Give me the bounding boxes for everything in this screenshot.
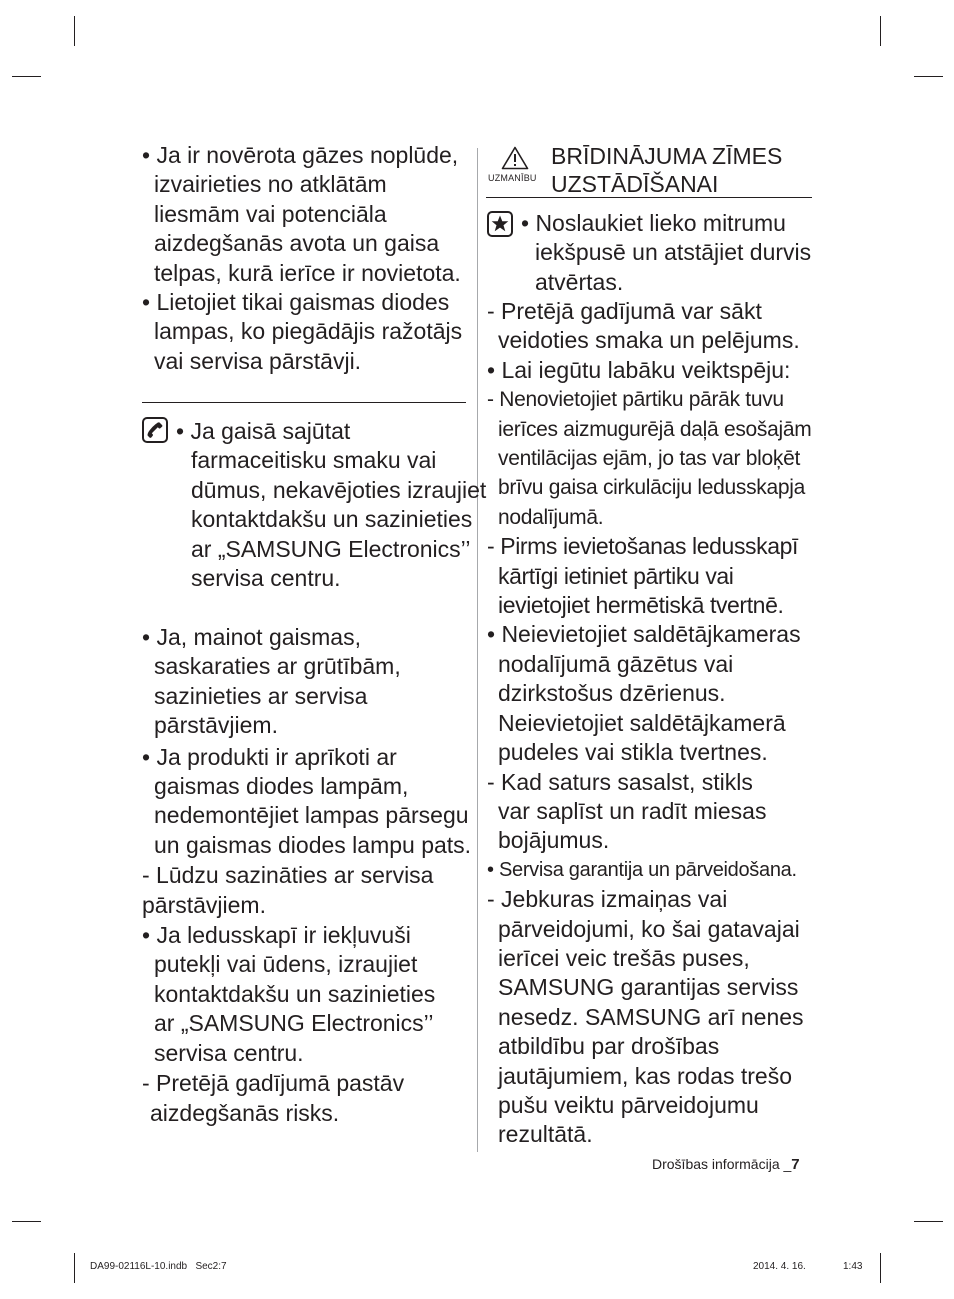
list-item: • Neievietojiet saldētājkameras nodalījumā gāzētus vai dzirkstošus dzērienus. Neievietojiet saldētājkamerā pudeles vai stikla tvertnes. xyxy=(487,621,801,766)
left-list xyxy=(142,623,472,1128)
section-divider xyxy=(142,402,466,403)
contact-item xyxy=(176,417,487,593)
list-item: • Servisa garantija un pārveidošana. xyxy=(487,858,797,881)
list-item: • Ja, mainot gaismas, saskaraties ar grūtībām, sazinieties ar servisa pārstāvjiem. xyxy=(142,624,401,739)
slug-file: DA99-02116L-10.indb Sec2:7 xyxy=(90,1261,227,1272)
crop-mark xyxy=(914,1221,943,1222)
phone-icon xyxy=(142,417,168,448)
crop-mark xyxy=(880,16,881,46)
list-item: • Lai iegūtu labāku veiktspēju: xyxy=(487,356,791,383)
heading-line-1: BRĪDINĀJUMA ZĪMES xyxy=(551,143,783,169)
crop-mark xyxy=(914,76,943,77)
list-item: • Ja ledusskapī ir iekļuvuši putekļi vai ūdens, izraujiet kontaktdakšu un sazinieties ar „SAMSUNG Electronics’’ servisa centru. xyxy=(142,922,436,1066)
page-number: 7 xyxy=(791,1156,800,1173)
list-item: - Lūdzu sazināties ar servisa pārstāvjiem. xyxy=(142,862,434,918)
star-item xyxy=(521,209,827,297)
crop-mark xyxy=(12,1221,41,1222)
list-item: - Nenovietojiet pārtiku pārāk tuvu ierīces aizmugurējā daļā esošajām ventilācijas ejām, jo tas var bloķēt brīvu gaisa cirkulāciju ledusskapja nodalījumā. xyxy=(487,388,812,529)
slug-time: 1:43 xyxy=(843,1261,863,1272)
column-separator xyxy=(477,148,478,1152)
list-item: - Pretējā gadījumā var sākt veidoties smaka un pelējums. xyxy=(487,298,800,354)
list-item: • Lietojiet tikai gaismas diodes lampas, ko piegādājis ražotājs vai servisa pārstāvji. xyxy=(142,289,463,374)
list-item: • Ja produkti ir aprīkoti ar gaismas diodes lampām, nedemontējiet lampas pārsegu un gaismas diodes lampu pats. xyxy=(142,743,472,858)
page-footer xyxy=(652,1156,800,1173)
right-list xyxy=(487,297,815,1150)
star-icon xyxy=(487,211,513,242)
slug-date: 2014. 4. 16. xyxy=(753,1261,806,1272)
list-item: - Jebkuras izmaiņas vai pārveidojumi, ko šai gatavajai ierīcei veic trešās puses, SAMSUNG garantijas serviss nesedz. SAMSUNG arī nenes atbildību par drošības jautājumiem, kas rodas trešo pušu veiktu pārveidojumu rezultātā. xyxy=(487,886,804,1148)
section-heading xyxy=(551,142,782,198)
crop-mark xyxy=(880,1253,881,1283)
list-item: - Kad saturs sasalst, stikls var saplīst un radīt miesas bojājumus. xyxy=(487,768,767,854)
list-item: - Pirms ievietošanas ledusskapī kārtīgi ietiniet pārtiku vai ievietojiet hermētiskā tvertnē. xyxy=(487,533,799,619)
heading-underline xyxy=(486,197,812,198)
crop-mark xyxy=(74,16,75,46)
warning-label: UZMANĪBU xyxy=(488,173,537,183)
footer-section: Drošības informācija _ xyxy=(652,1156,792,1172)
list-item: - Pretējā gadījumā pastāv aizdegšanās risks. xyxy=(142,1070,405,1126)
star-item-text: • Noslaukiet lieko mitrumu iekšpusē un atstājiet durvis atvērtas. xyxy=(521,210,812,295)
left-top-block xyxy=(142,141,472,376)
warning-triangle-icon xyxy=(501,146,529,175)
crop-mark xyxy=(74,1253,75,1283)
crop-mark xyxy=(12,76,41,77)
list-item: • Ja ir novērota gāzes noplūde, izvairieties no atklātām liesmām vai potenciāla aizdegšanās avota un gaisa telpas, kurā ierīce ir novietota. xyxy=(142,142,461,286)
heading-line-2: UZSTĀDĪŠANAI xyxy=(551,171,719,197)
contact-text: • Ja gaisā sajūtat farmaceitisku smaku vai dūmus, nekavējoties izraujiet kontaktdakšu un sazinieties ar „SAMSUNG Electronics’’ servisa centru. xyxy=(176,418,487,592)
